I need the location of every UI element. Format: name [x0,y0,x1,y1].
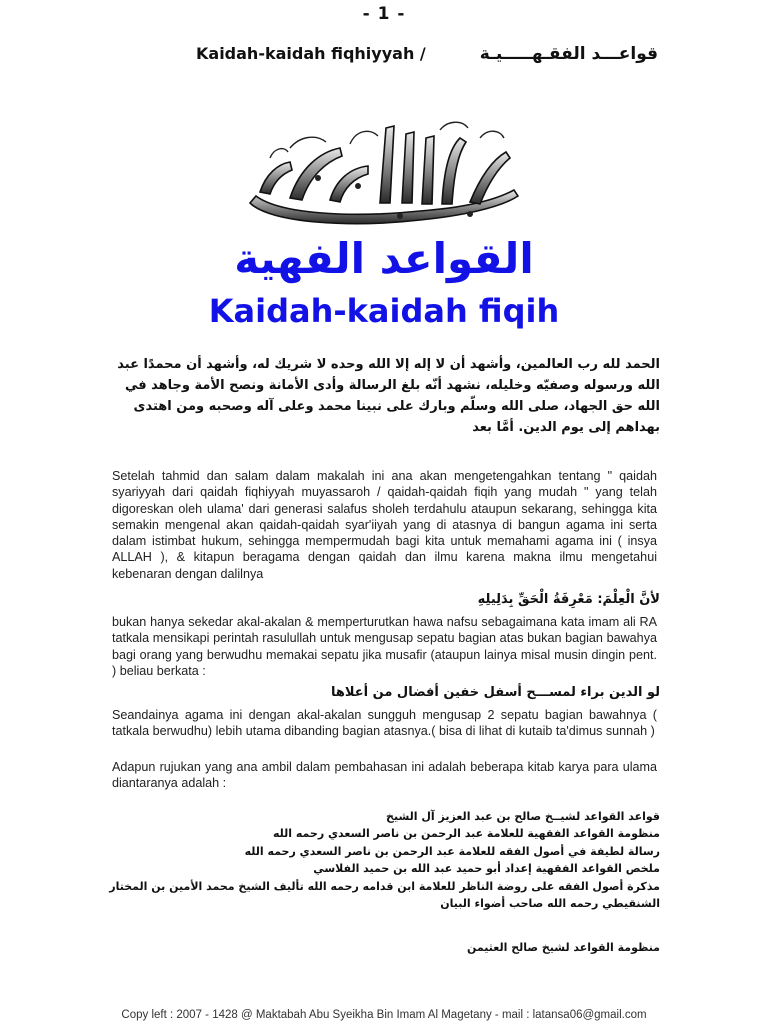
list-item: مذكرة أصول الفقه على روضة الناظر للعلامة ابن قدامه رحمه الله تأليف الشيخ محمد الأمين بن المختار [109,879,660,893]
body-paragraph-2: bukan hanya sekedar akal-akalan & memperturutkan hawa nafsu sebagaimana kata imam ali RA tatkala mensikapi perintah rasulullah untuk mengusap sepatu bagian atas bukan bagian bawahya bagi orang yang berwudhu memakai sepatu jika musafir (ataupun lainya misal musin dingin pent. ) beliau berkata : [112,615,657,678]
reference-list [109,808,660,912]
body-paragraph-3: Seandainya agama ini dengan akal-akalan sungguh mengusap 2 sepatu bagian bawahnya ( tatkala berwudhu) lebih utama dibanding bagian atasnya.( bisa di lihat di kutaib ta'dimus sunnah ) [112,708,657,739]
body-paragraph-4: Adapun rujukan yang ana ambil dalam pembahasan ini adalah beberapa kitab karya para ulama diantaranya adalah : [112,760,657,791]
header-arabic-title: قواعـــد الفقـهـــــيـة [479,44,658,64]
reference-last [112,939,660,956]
page-number: - 1 - [362,4,406,24]
list-item: قواعد القواعد لشيــخ صالح بن عبد العزيز آل الشيخ [386,810,660,823]
title-latin: Kaidah-kaidah fiqih [208,292,560,330]
opening-arabic-paragraph: الحمد لله رب العالمين، وأشهد أن لا إله إلا الله وحده لا شريك له، وأشهد أن محمدًا عبد الله ورسوله وصفيّه وخليله، نشهد أنّه بلغ الرسالة وأدى الأمانة ونصح الأمة وجاهد في الله حق الجهاد، صلى الله وسلّم وبارك على نبينا محمد وعلى آله وصحبه ومن اهتدى بهداهم إلى يوم الدين. أمَّا بعد [117,357,660,435]
list-item: رسالة لطيفة في أصول الفقه للعلامة عبد الرحمن بن ناصر السعدي رحمه الله [244,844,660,858]
quote-arabic-2: لو الدين براء لمســـح أسفل خفين أفضال من أعلاها [331,685,660,700]
list-item: منظومة القواعد لشيخ صالح العثيمن [467,941,660,954]
running-header [196,44,658,64]
header-latin-title: Kaidah-kaidah fiqhiyyah / [196,44,426,63]
list-item: منظومة القواعد الفقهية للعلامة عبد الرحمن بن ناصر السعدي رحمه الله [272,827,660,841]
basmala-calligraphy-icon [230,108,530,233]
footer-copyleft: Copy left : 2007 - 1428 @ Maktabah Abu Syeikha Bin Imam Al Magetany - mail : latansa06@gmail.com [121,1009,647,1021]
quote-arabic-1: لأنَّ الْعِلْمَ: مَعْرِفَةُ الْحَقِّ بِدَلِيلِهِ [477,592,660,607]
body-paragraph-1: Setelah tahmid dan salam dalam makalah ini ana akan mengetengahkan tentang " qaidah syariyyah dari qaidah fiqhiyyah muyassaroh / qaidah-qaidah fiqih yang mudah " yang telah digoreskan oleh ulama' dari generasi salafus sholeh terdahulu ataupun sekarang, sehingga kita semakin mengenal akan qaidah-qaidah syar'iiyah yang di atasnya di bangun agama ini serta dalam istimbat hukum, sehingga mempermudah bagi kita untuk memahami agama ini ( insya ALLAH ), & kitapun beragama dengan qaidah dan ilmu karena makna ilmu mengetahui kebenaran dengan dalilnya [112,469,657,581]
list-item: الشنقيطي رحمه الله صاحب أضواء البيان [440,897,660,911]
title-arabic: القواعد الفهية [234,234,534,283]
list-item: ملخص القواعد الفقهية إعداد أبو حميد عبد الله بن حميد الفلاسي [313,862,660,876]
